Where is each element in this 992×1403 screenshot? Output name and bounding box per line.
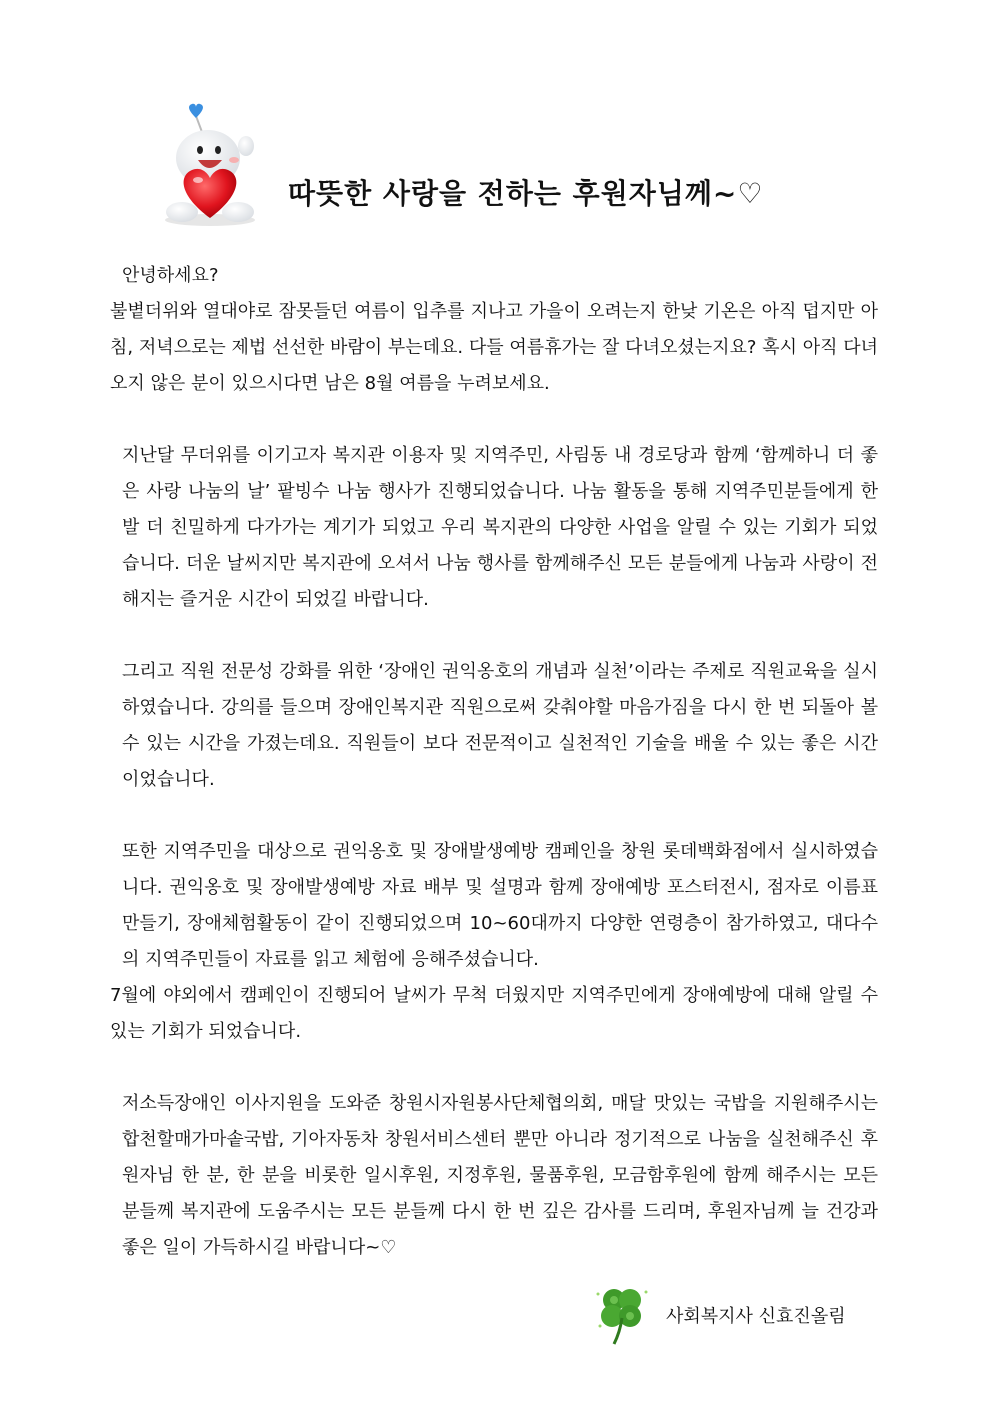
- greeting: 안녕하세요?: [122, 265, 219, 286]
- letter-title: 따뜻한 사랑을 전하는 후원자님께~♡: [288, 177, 764, 210]
- signature-text: 사회복지사 신효진올림: [666, 1306, 846, 1327]
- paragraph-thanks: 저소득장애인 이사지원을 도와준 창원시자원봉사단체협의회, 매달 맛있는 국밥을 지원해주시는 합천할매가마솥국밥, 기아자동차 창원서비스센터 뿐만 아니라 정기적으로 나눔을 실천해주신 후원자님 한 분, 한 분을 비롯한 일시후원, 지정후원, 물품후원, 모금함후원에 함께 해주시는 모든 분들께 복지관에 도움주시는 모든 분들께 다시 한 번 깊은 감사를 드리며, 후원자님께 늘 건강과 좋은 일이 가득하시길 바랍니다~♡: [122, 1093, 878, 1258]
- mascot-holding-heart-icon: [150, 100, 280, 230]
- paragraph-sharing-event: 지난달 무더위를 이기고자 복지관 이용자 및 지역주민, 사림동 내 경로당과 함께 ‘함께하니 더 좋은 사랑 나눔의 날’ 팥빙수 나눔 행사가 진행되었습니다. 나눔 활동을 통해 지역주민분들에게 한발 더 친밀하게 다가가는 계기가 되었고 우리 복지관의 다양한 사업을 알릴 수 있는 기회가 되었습니다. 더운 날씨지만 복지관에 오셔서 나눔 행사를 함께해주신 모든 분들에게 나눔과 사랑이 전해지는 즐거운 시간이 되었길 바랍니다.: [122, 445, 878, 610]
- letter-body: [110, 258, 878, 1266]
- signature-block: [590, 1282, 890, 1352]
- paragraph-campaign: 또한 지역주민을 대상으로 권익옹호 및 장애발생예방 캠페인을 창원 롯데백화점에서 실시하였습니다. 권익옹호 및 장애발생예방 자료 배부 및 설명과 함께 장애예방 포스터전시, 점자로 이름표 만들기, 장애체험활동이 같이 진행되었으며 10~60대까지 다양한 연령층이 참가하였고, 대다수의 지역주민들이 자료를 읽고 체험에 응해주셨습니다.: [122, 841, 878, 970]
- paragraph-summer: 불볕더위와 열대야로 잠못들던 여름이 입추를 지나고 가을이 오려는지 한낮 기온은 아직 덥지만 아침, 저녁으로는 제법 선선한 바람이 부는데요. 다들 여름휴가는 잘 다녀오셨는지요? 혹시 아직 다녀오지 않은 분이 있으시다면 남은 8월 여름을 누려보세요.: [110, 301, 878, 394]
- paragraph-staff-training: 그리고 직원 전문성 강화를 위한 ‘장애인 권익옹호의 개념과 실천’이라는 주제로 직원교육을 실시하였습니다. 강의를 들으며 장애인복지관 직원으로써 갖춰야할 마음가짐을 다시 한 번 되돌아 볼 수 있는 시간을 가졌는데요. 직원들이 보다 전문적이고 실천적인 기술을 배울 수 있는 좋은 시간이었습니다.: [122, 661, 878, 790]
- paragraph-campaign-outdoor: 7월에 야외에서 캠페인이 진행되어 날씨가 무척 더웠지만 지역주민에게 장애예방에 대해 알릴 수 있는 기회가 되었습니다.: [110, 985, 878, 1042]
- four-leaf-clover-icon: [590, 1282, 656, 1348]
- letter-header: [150, 100, 850, 240]
